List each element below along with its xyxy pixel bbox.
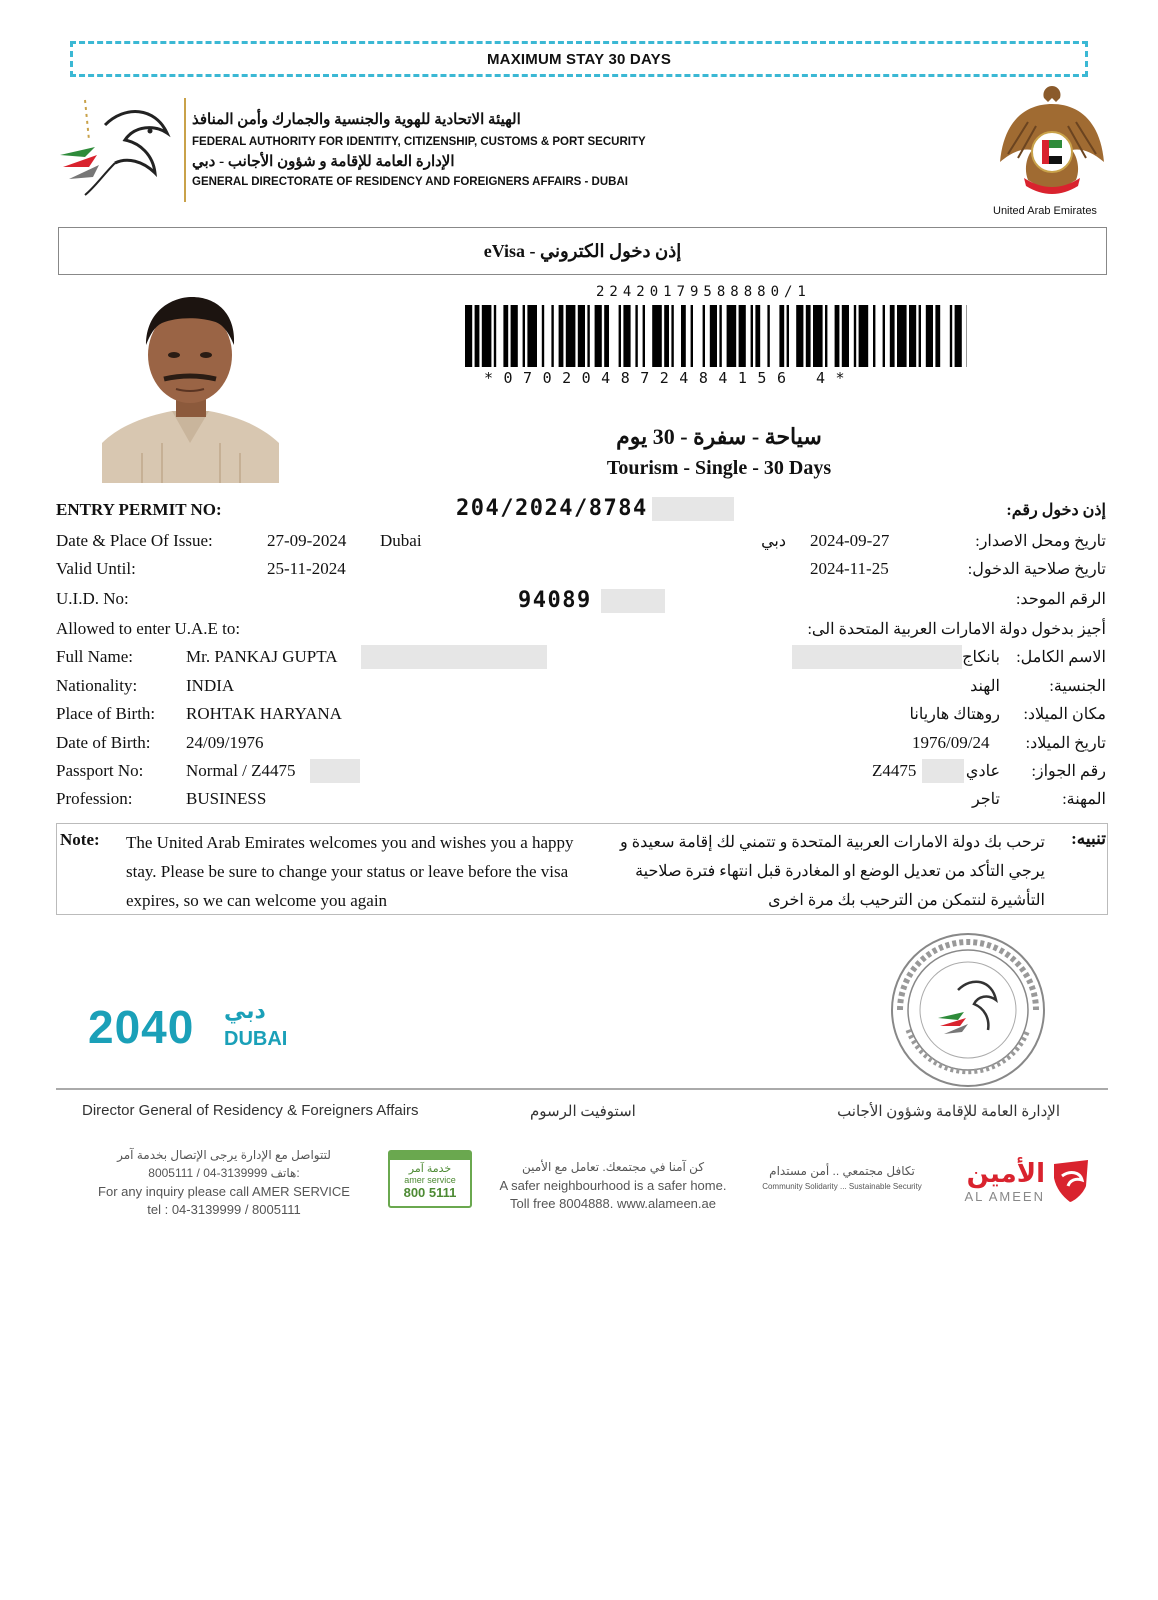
uid-number: 94089 <box>518 588 592 613</box>
uae-label: United Arab Emirates <box>993 205 1097 217</box>
barcode-bar <box>475 305 480 367</box>
barcode-bottom-number: *070204872484156 4* <box>484 369 856 387</box>
barcode-bar <box>523 305 525 367</box>
footer-divider <box>56 1088 1108 1090</box>
nationality-label-ar: الجنسية: <box>1049 678 1106 695</box>
barcode-bar <box>955 305 962 367</box>
note-label: Note: <box>60 830 100 849</box>
barcode <box>465 305 967 367</box>
entry-permit-label: ENTRY PERMIT NO: <box>56 500 222 519</box>
redaction <box>310 759 360 783</box>
place-of-birth-label: Place of Birth: <box>56 704 156 723</box>
solidarity-ar: تكافل مجتمعي .. أمن مستدام <box>769 1164 915 1178</box>
amer-badge-ar: خدمة آمر <box>408 1163 452 1175</box>
solidarity-en: Community Solidarity ... Sustainable Security <box>762 1182 922 1191</box>
issue-date: 27-09-2024 <box>267 531 347 550</box>
redaction <box>652 497 734 521</box>
barcode-bar <box>859 305 869 367</box>
barcode-bar <box>566 305 576 367</box>
issue-label: Date & Place Of Issue: <box>56 531 213 550</box>
amer-info-en-1: For any inquiry please call AMER SERVICE <box>98 1184 350 1199</box>
alameen-slogan-en: A safer neighbourhood is a safer home. <box>499 1178 727 1193</box>
passport-number: Normal / Z4475 <box>186 761 296 780</box>
dubai-2040-number: 2040 <box>88 1001 195 1053</box>
note-text: The United Arab Emirates welcomes you and wishes you a happy stay. Please be sure to change your status or leave before the visa expires, so we can welcome you again <box>126 833 574 910</box>
barcode-bar <box>465 305 472 367</box>
barcode-bar <box>755 305 760 367</box>
barcode-bar <box>897 305 907 367</box>
barcode-bar <box>551 305 553 367</box>
dubai-2040-logo <box>88 1000 298 1058</box>
director-general-en: Director General of Residency & Foreigners Affairs <box>82 1102 419 1119</box>
passport-number-ar: Z4475 <box>872 761 917 780</box>
barcode-bar <box>664 305 669 367</box>
valid-until-date: 25-11-2024 <box>267 559 346 578</box>
barcode-bar <box>842 305 849 367</box>
visa-type-ar: سياحة - سفرة - 30 يوم <box>616 424 822 449</box>
authority-falcon-logo <box>55 95 175 200</box>
dubai-2040-en: DUBAI <box>224 1028 288 1050</box>
dubai-2040-ar: دبي <box>224 998 266 1023</box>
entry-permit-label-ar: إذن دخول رقم: <box>1006 502 1106 519</box>
barcode-bar <box>796 305 803 367</box>
note-label-ar: تنبيه: <box>1071 829 1106 848</box>
barcode-bar <box>719 305 721 367</box>
logo-divider <box>184 98 186 202</box>
barcode-bar <box>919 305 921 367</box>
nationality: INDIA <box>186 676 235 695</box>
barcode-bar <box>671 305 673 367</box>
fees-paid-ar: استوفيت الرسوم <box>530 1104 636 1120</box>
alameen-logo-en: AL AMEEN <box>964 1189 1045 1204</box>
place-of-birth-ar: روهتاك هاريانا <box>909 706 1000 723</box>
place-of-birth: ROHTAK HARYANA <box>186 704 342 723</box>
barcode-bar <box>813 305 823 367</box>
barcode-bar <box>926 305 933 367</box>
amer-badge-en: amer service <box>404 1175 456 1185</box>
passport-label: Passport No: <box>56 761 144 780</box>
amer-badge-number: 800 5111 <box>403 1185 457 1200</box>
barcode-bar <box>935 305 940 367</box>
barcode-bar <box>739 305 746 367</box>
barcode-bar <box>652 305 662 367</box>
redaction <box>361 645 547 669</box>
barcode-bar <box>727 305 737 367</box>
barcode-bar <box>643 305 645 367</box>
visa-type-en: Tourism - Single - 30 Days <box>606 457 832 479</box>
barcode-bar <box>691 305 693 367</box>
redaction <box>601 589 665 613</box>
full-name-ar: بانكاج <box>962 649 1000 666</box>
barcode-bar <box>542 305 544 367</box>
date-of-birth: 24/09/1976 <box>186 733 264 752</box>
barcode-bar <box>751 305 753 367</box>
profession-label: Profession: <box>56 789 133 808</box>
barcode-bar <box>527 305 537 367</box>
barcode-bar <box>559 305 564 367</box>
directorate-name-en: GENERAL DIRECTORATE OF RESIDENCY AND FOREIGNERS AFFAIRS - DUBAI <box>192 176 628 188</box>
barcode-bar <box>578 305 585 367</box>
amer-info-en-2: tel : 04-3139999 / 8005111 <box>147 1202 301 1217</box>
amer-info-ar-2: 8005111 / 04-3139999 هاتف: <box>148 1166 300 1180</box>
barcode-bar <box>681 305 686 367</box>
nationality-ar: الهند <box>970 678 1000 695</box>
barcode-bar <box>587 305 589 367</box>
alameen-slogan-ar: كن آمنا في مجتمعك. تعامل مع الأمين <box>521 1160 705 1174</box>
allowed-label-ar: أجيز بدخول دولة الامارات العربية المتحدة الى: <box>807 621 1106 638</box>
place-of-birth-label-ar: مكان الميلاد: <box>1023 706 1106 723</box>
issue-place-ar: دبي <box>761 533 786 550</box>
authority-name-ar: الهيئة الاتحادية للهوية والجنسية والجمارك وأمن المنافذ <box>192 112 521 128</box>
profession-ar: تاجر <box>971 791 1000 808</box>
uae-emblem-icon <box>998 82 1106 202</box>
nationality-label: Nationality: <box>56 676 138 695</box>
barcode-bar <box>950 305 952 367</box>
note-text-ar: ترحب بك دولة الامارات العربية المتحدة و تتمني لك إقامة سعيدة و يرجي التأكد من تعديل الوضع او المغادرة قبل انتهاء فترة صلاحية التأشيرة لنتمكن من الترحيب بك مرة اخرى <box>620 834 1045 909</box>
valid-until-date-ar: 2024-11-25 <box>810 559 889 578</box>
barcode-bar <box>890 305 895 367</box>
barcode-top-number: 22420179588880/1 <box>596 284 811 300</box>
date-of-birth-label-ar: تاريخ الميلاد: <box>1025 735 1106 752</box>
barcode-bar <box>595 305 602 367</box>
barcode-bar <box>835 305 840 367</box>
barcode-bar <box>767 305 769 367</box>
barcode-bar <box>635 305 637 367</box>
alameen-shield-icon <box>1050 1158 1092 1204</box>
alameen-logo <box>955 1158 1045 1204</box>
valid-until-label: Valid Until: <box>56 559 136 578</box>
directorate-name-ar: الإدارة العامة للإقامة و شؤون الأجانب - دبي <box>192 154 455 170</box>
barcode-bar <box>494 305 496 367</box>
barcode-bar <box>825 305 827 367</box>
issue-place: Dubai <box>380 531 422 550</box>
issue-label-ar: تاريخ ومحل الاصدار: <box>975 533 1106 550</box>
profession-label-ar: المهنة: <box>1062 791 1106 808</box>
barcode-bar <box>779 305 784 367</box>
max-stay-banner <box>70 41 1088 77</box>
full-name-label: Full Name: <box>56 647 133 666</box>
passport-label-ar: رقم الجواز: <box>1031 763 1106 780</box>
official-stamp-icon <box>888 930 1048 1090</box>
entry-permit-number: 204/2024/8784 <box>456 496 648 521</box>
holder-photo <box>102 293 279 483</box>
issue-date-ar: 2024-09-27 <box>810 531 890 550</box>
uid-label: U.I.D. No: <box>56 589 129 608</box>
evisa-title: eVisa - إذن دخول الكتروني <box>483 240 682 261</box>
alameen-tollfree: Toll free 8004888. www.alameen.ae <box>510 1196 716 1211</box>
allowed-label: Allowed to enter U.A.E to: <box>56 619 241 638</box>
barcode-bar <box>806 305 811 367</box>
barcode-bar <box>710 305 717 367</box>
amer-badge <box>388 1150 472 1208</box>
barcode-bar <box>503 305 508 367</box>
barcode-bar <box>511 305 518 367</box>
date-of-birth-label: Date of Birth: <box>56 733 151 752</box>
barcode-bar <box>604 305 609 367</box>
barcode-bar <box>909 305 916 367</box>
profession: BUSINESS <box>186 789 267 808</box>
barcode-bar <box>619 305 621 367</box>
barcode-bar <box>873 305 875 367</box>
barcode-bar <box>482 305 492 367</box>
barcode-bar <box>883 305 885 367</box>
passport-type-ar: عادي <box>965 763 1000 780</box>
barcode-bar <box>703 305 705 367</box>
evisa-title-box <box>58 227 1107 275</box>
full-name: Mr. PANKAJ GUPTA <box>186 647 338 666</box>
barcode-bar <box>787 305 789 367</box>
max-stay-text: MAXIMUM STAY 30 DAYS <box>486 50 672 68</box>
valid-until-label-ar: تاريخ صلاحية الدخول: <box>967 561 1106 578</box>
uid-label-ar: الرقم الموحد: <box>1015 591 1106 608</box>
date-of-birth-ar: 1976/09/24 <box>912 733 990 752</box>
full-name-label-ar: الاسم الكامل: <box>1016 649 1106 666</box>
alameen-logo-ar: الأمين <box>966 1158 1045 1188</box>
director-general-ar: الإدارة العامة للإقامة وشؤون الأجانب <box>837 1104 1060 1120</box>
amer-info-ar-1: لتتواصل مع الإدارة يرجى الإتصال بخدمة آمر <box>117 1148 331 1162</box>
authority-name-en: FEDERAL AUTHORITY FOR IDENTITY, CITIZENSHIP, CUSTOMS & PORT SECURITY <box>192 136 646 148</box>
barcode-bar <box>623 305 630 367</box>
barcode-bar <box>854 305 856 367</box>
